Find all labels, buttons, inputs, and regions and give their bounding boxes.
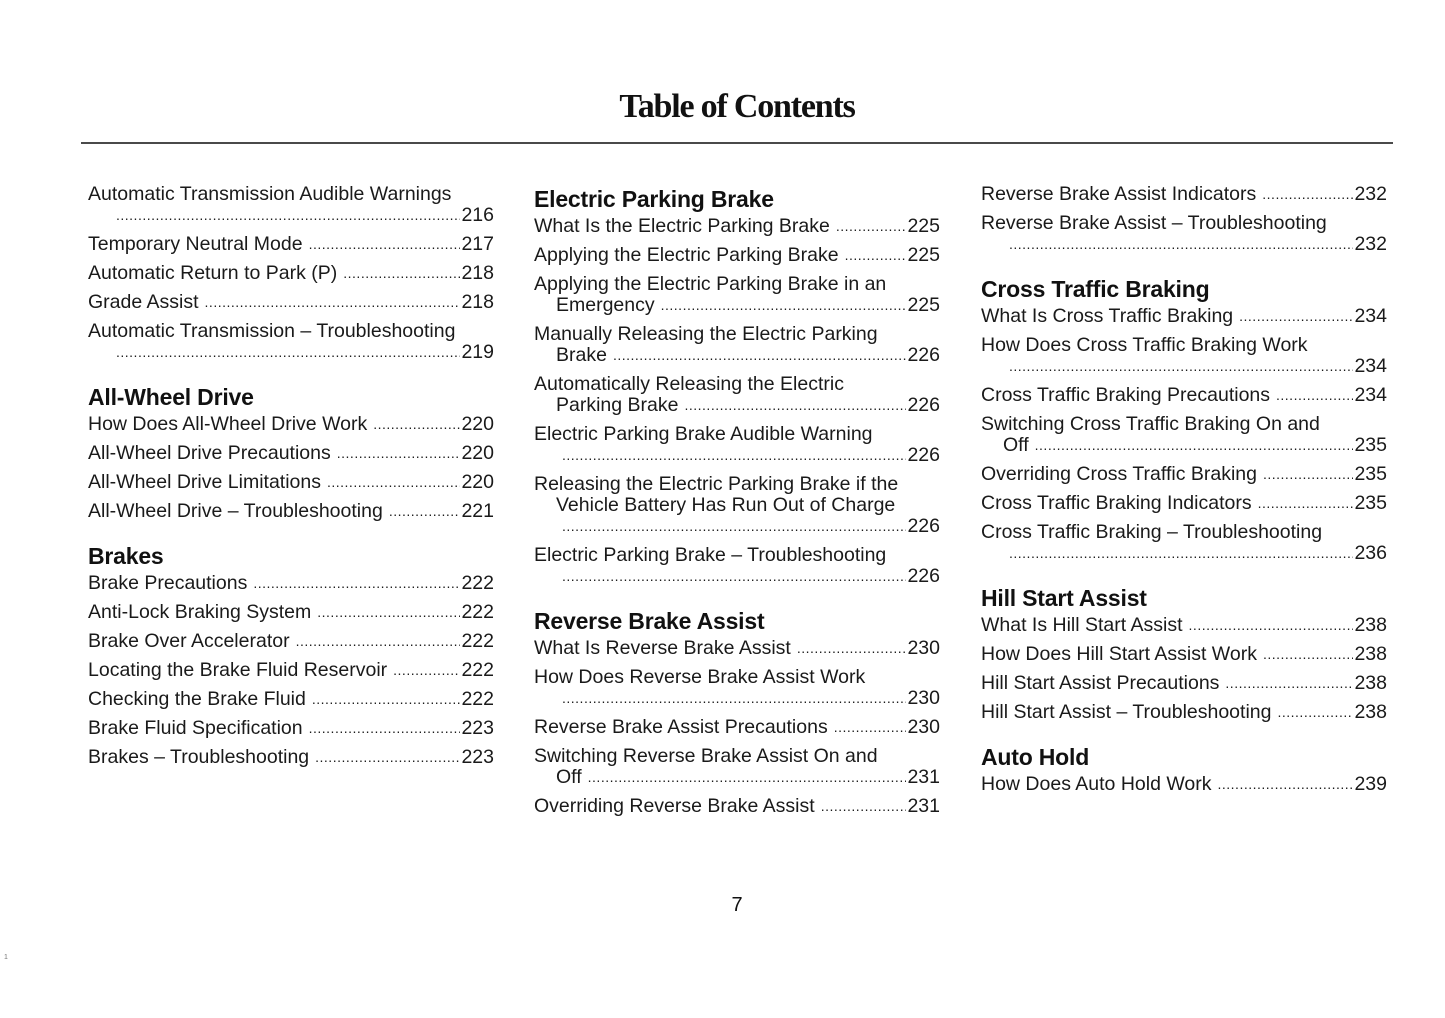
entry-page-number: 226 — [907, 565, 940, 587]
entry-label-continued: Vehicle Battery Has Run Out of Charge — [556, 494, 896, 516]
entry-row — [534, 216, 940, 237]
entry-page-number: 238 — [1354, 672, 1387, 694]
entry-label: Brake Precautions — [88, 572, 248, 594]
dot-leader — [205, 293, 461, 311]
dot-leader — [562, 517, 906, 535]
entry-label: Temporary Neutral Mode — [88, 233, 303, 255]
entry-row — [534, 566, 940, 587]
toc-entry[interactable] — [981, 702, 1387, 723]
entry-page-number: 218 — [461, 262, 494, 284]
entry-row — [88, 342, 494, 363]
entry-row — [534, 717, 940, 738]
entry-page-number: 217 — [461, 233, 494, 255]
dot-leader — [393, 661, 460, 679]
entry-row — [534, 345, 940, 366]
entry-row — [981, 306, 1387, 327]
entry-row — [88, 414, 494, 435]
entry-row — [981, 615, 1387, 636]
dot-leader — [684, 396, 906, 414]
toc-section — [981, 583, 1387, 723]
entry-label: All-Wheel Drive – Troubleshooting — [88, 500, 383, 522]
entry-row — [534, 796, 940, 817]
entry-page-number: 239 — [1354, 773, 1387, 795]
toc-entry[interactable] — [534, 474, 940, 537]
entry-page-number: 235 — [1354, 434, 1387, 456]
dot-leader — [588, 768, 907, 786]
entry-row — [88, 501, 494, 522]
toc-entry[interactable] — [981, 335, 1387, 377]
entry-label-continued: Parking Brake — [556, 394, 679, 416]
dot-leader — [1258, 494, 1354, 512]
entry-row — [981, 673, 1387, 694]
entry-page-number: 230 — [907, 687, 940, 709]
entry-page-number: 236 — [1354, 542, 1387, 564]
entry-row — [88, 472, 494, 493]
toc-entry[interactable] — [88, 234, 494, 255]
entry-label: Reverse Brake Assist Indicators — [981, 183, 1257, 205]
entry-label: Anti-Lock Braking System — [88, 601, 312, 623]
section-heading: Hill Start Assist — [981, 585, 1147, 611]
entry-label: Electric Parking Brake Audible Warning — [534, 423, 873, 445]
entry-row — [981, 435, 1387, 456]
dot-leader — [343, 264, 460, 282]
entry-page-number: 221 — [461, 500, 494, 522]
toc-entry[interactable] — [981, 306, 1387, 327]
dot-leader — [116, 206, 460, 224]
toc-entry[interactable] — [88, 602, 494, 623]
entry-row — [534, 688, 940, 709]
entry-page-number: 225 — [907, 215, 940, 237]
entry-page-number: 222 — [461, 688, 494, 710]
dot-leader — [797, 639, 907, 657]
dot-leader — [1276, 386, 1353, 404]
toc-entry[interactable] — [981, 774, 1387, 795]
entry-label: Checking the Brake Fluid — [88, 688, 306, 710]
entry-page-number: 218 — [461, 291, 494, 313]
entry-label: Applying the Electric Parking Brake in an — [534, 273, 887, 295]
toc-entry[interactable] — [981, 414, 1387, 456]
entry-row — [981, 702, 1387, 723]
toc-section — [981, 274, 1387, 564]
dot-leader — [1009, 235, 1353, 253]
toc-section — [88, 541, 494, 768]
page-number: 7 — [731, 894, 743, 916]
dot-leader — [562, 446, 906, 464]
entry-label: Releasing the Electric Parking Brake if the — [534, 473, 899, 495]
toc-entry[interactable] — [88, 184, 494, 226]
entry-page-number: 222 — [461, 659, 494, 681]
entry-label: What Is Hill Start Assist — [981, 614, 1183, 636]
entry-label: Reverse Brake Assist – Troubleshooting — [981, 212, 1327, 234]
toc-column-2 — [534, 184, 940, 836]
entry-label: Applying the Electric Parking Brake — [534, 244, 839, 266]
toc-entry[interactable] — [88, 573, 494, 594]
section-heading: Brakes — [88, 543, 164, 569]
dot-leader — [309, 719, 461, 737]
entry-label: Hill Start Assist Precautions — [981, 672, 1220, 694]
dot-leader — [373, 415, 460, 433]
dot-leader — [1189, 616, 1354, 634]
toc-entry[interactable] — [534, 245, 940, 266]
dot-leader — [1263, 645, 1354, 663]
entry-page-number: 232 — [1354, 183, 1387, 205]
toc-entry[interactable] — [88, 321, 494, 363]
entry-row — [534, 638, 940, 659]
dot-leader — [821, 797, 907, 815]
entry-label-continued: Emergency — [556, 294, 655, 316]
toc-entry[interactable] — [88, 472, 494, 493]
dot-leader — [1009, 544, 1353, 562]
toc-entry[interactable] — [981, 184, 1387, 205]
entry-label: Grade Assist — [88, 291, 199, 313]
dot-leader — [845, 246, 907, 264]
dot-leader — [309, 235, 461, 253]
section-heading: Electric Parking Brake — [534, 186, 774, 212]
toc-entry[interactable] — [981, 673, 1387, 694]
entry-row — [981, 234, 1387, 255]
entry-page-number: 220 — [461, 471, 494, 493]
dot-leader — [253, 574, 460, 592]
toc-entry[interactable] — [981, 615, 1387, 636]
dot-leader — [661, 296, 907, 314]
entry-page-number: 238 — [1354, 614, 1387, 636]
entry-row — [88, 573, 494, 594]
entry-row — [981, 356, 1387, 377]
toc-entry[interactable] — [88, 631, 494, 652]
entry-row — [534, 295, 940, 316]
toc-entry[interactable] — [981, 493, 1387, 514]
entry-label: How Does Cross Traffic Braking Work — [981, 334, 1308, 356]
dot-leader — [836, 217, 907, 235]
entry-row — [88, 689, 494, 710]
entry-page-number: 238 — [1354, 643, 1387, 665]
entry-label: Locating the Brake Fluid Reservoir — [88, 659, 388, 681]
entry-page-number: 226 — [907, 394, 940, 416]
dot-leader — [1035, 436, 1354, 454]
entry-label-continued: Brake — [556, 344, 607, 366]
entry-label: Overriding Reverse Brake Assist — [534, 795, 815, 817]
toc-section — [88, 382, 494, 522]
entry-page-number: 230 — [907, 716, 940, 738]
entry-row — [88, 660, 494, 681]
entry-page-number: 231 — [907, 766, 940, 788]
entry-page-number: 226 — [907, 515, 940, 537]
toc-section — [981, 184, 1387, 255]
entry-label: Brakes – Troubleshooting — [88, 746, 310, 768]
dot-leader — [562, 567, 906, 585]
entry-row — [88, 205, 494, 226]
entry-label: How Does All-Wheel Drive Work — [88, 413, 368, 435]
entry-label: Cross Traffic Braking Precautions — [981, 384, 1271, 406]
toc-section — [534, 184, 940, 587]
entry-row — [981, 543, 1387, 564]
toc-entry[interactable] — [534, 638, 940, 659]
title-divider — [81, 142, 1393, 144]
entry-label: Cross Traffic Braking – Troubleshooting — [981, 521, 1323, 543]
entry-label: How Does Reverse Brake Assist Work — [534, 666, 866, 688]
entry-page-number: 234 — [1354, 355, 1387, 377]
dot-leader — [834, 718, 907, 736]
entry-page-number: 222 — [461, 601, 494, 623]
entry-label: How Does Hill Start Assist Work — [981, 643, 1257, 665]
toc-entry[interactable] — [534, 545, 940, 587]
entry-label: How Does Auto Hold Work — [981, 773, 1212, 795]
entry-page-number: 226 — [907, 444, 940, 466]
entry-label-continued: Off — [1003, 434, 1029, 456]
entry-page-number: 223 — [461, 746, 494, 768]
entry-row — [534, 516, 940, 537]
toc-entry[interactable] — [981, 644, 1387, 665]
toc-column-1 — [88, 184, 494, 787]
entry-page-number: 222 — [461, 630, 494, 652]
toc-entry[interactable] — [981, 464, 1387, 485]
entry-row — [88, 718, 494, 739]
entry-label: All-Wheel Drive Limitations — [88, 471, 321, 493]
entry-row — [534, 245, 940, 266]
entry-row — [981, 493, 1387, 514]
entry-row — [88, 443, 494, 464]
dot-leader — [116, 343, 460, 361]
dot-leader — [1009, 357, 1353, 375]
toc-entry[interactable] — [88, 414, 494, 435]
entry-row — [88, 747, 494, 768]
corner-mark: 1 — [4, 954, 8, 961]
entry-label: Automatic Transmission Audible Warnings — [88, 183, 452, 205]
entry-page-number: 235 — [1354, 463, 1387, 485]
dot-leader — [1218, 775, 1354, 793]
entry-label: Switching Cross Traffic Braking On and — [981, 413, 1320, 435]
dot-leader — [337, 444, 461, 462]
entry-page-number: 220 — [461, 413, 494, 435]
entry-page-number: 225 — [907, 294, 940, 316]
toc-entry[interactable] — [534, 374, 940, 416]
toc-section — [534, 606, 940, 817]
entry-label: Reverse Brake Assist Precautions — [534, 716, 828, 738]
dot-leader — [1262, 185, 1353, 203]
entry-page-number: 230 — [907, 637, 940, 659]
entry-label: Automatic Transmission – Troubleshooting — [88, 320, 456, 342]
entry-label: Switching Reverse Brake Assist On and — [534, 745, 878, 767]
entry-page-number: 226 — [907, 344, 940, 366]
toc-entry[interactable] — [981, 522, 1387, 564]
section-heading: All-Wheel Drive — [88, 384, 254, 410]
toc-entry[interactable] — [88, 292, 494, 313]
dot-leader — [296, 632, 461, 650]
entry-page-number: 216 — [461, 204, 494, 226]
entry-row — [981, 774, 1387, 795]
entry-row — [981, 464, 1387, 485]
entry-row — [88, 263, 494, 284]
entry-label: What Is Cross Traffic Braking — [981, 305, 1234, 327]
entry-row — [88, 292, 494, 313]
entry-page-number: 235 — [1354, 492, 1387, 514]
toc-entry[interactable] — [534, 324, 940, 366]
toc-entry[interactable] — [88, 718, 494, 739]
dot-leader — [613, 346, 907, 364]
entry-label-continued: Off — [556, 766, 582, 788]
entry-page-number: 223 — [461, 717, 494, 739]
toc-entry[interactable] — [88, 263, 494, 284]
toc-entry[interactable] — [88, 747, 494, 768]
dot-leader — [317, 603, 460, 621]
entry-page-number: 220 — [461, 442, 494, 464]
toc-entry[interactable] — [534, 274, 940, 316]
dot-leader — [1277, 703, 1353, 721]
toc-entry[interactable] — [981, 385, 1387, 406]
entry-label: Automatic Return to Park (P) — [88, 262, 338, 284]
entry-page-number: 231 — [907, 795, 940, 817]
entry-row — [534, 395, 940, 416]
entry-label: All-Wheel Drive Precautions — [88, 442, 331, 464]
dot-leader — [315, 748, 460, 766]
dot-leader — [1225, 674, 1353, 692]
dot-leader — [1239, 307, 1353, 325]
entry-row — [88, 602, 494, 623]
entry-page-number: 219 — [461, 341, 494, 363]
dot-leader — [1263, 465, 1353, 483]
entry-page-number: 234 — [1354, 384, 1387, 406]
section-heading: Cross Traffic Braking — [981, 276, 1210, 302]
entry-label: Manually Releasing the Electric Parking — [534, 323, 878, 345]
toc-entry[interactable] — [88, 689, 494, 710]
toc-entry[interactable] — [88, 660, 494, 681]
entry-page-number: 225 — [907, 244, 940, 266]
toc-entry[interactable] — [88, 443, 494, 464]
entry-row — [88, 631, 494, 652]
toc-entry[interactable] — [981, 213, 1387, 255]
entry-page-number: 222 — [461, 572, 494, 594]
entry-page-number: 234 — [1354, 305, 1387, 327]
entry-row — [88, 234, 494, 255]
toc-entry[interactable] — [88, 501, 494, 522]
entry-row — [981, 385, 1387, 406]
entry-row — [981, 184, 1387, 205]
toc-entry[interactable] — [534, 717, 940, 738]
toc-entry[interactable] — [534, 796, 940, 817]
dot-leader — [562, 689, 906, 707]
entry-label: What Is the Electric Parking Brake — [534, 215, 830, 237]
entry-label: Hill Start Assist – Troubleshooting — [981, 701, 1272, 723]
toc-section — [981, 742, 1387, 795]
entry-page-number: 238 — [1354, 701, 1387, 723]
toc-entry[interactable] — [534, 667, 940, 709]
entry-label: What Is Reverse Brake Assist — [534, 637, 791, 659]
toc-entry[interactable] — [534, 216, 940, 237]
toc-column-3 — [981, 184, 1387, 814]
entry-label: Brake Fluid Specification — [88, 717, 303, 739]
toc-entry[interactable] — [534, 746, 940, 788]
entry-label: Cross Traffic Braking Indicators — [981, 492, 1252, 514]
entry-row — [534, 767, 940, 788]
entry-label: Brake Over Accelerator — [88, 630, 290, 652]
entry-row — [534, 445, 940, 466]
page-title: Table of Contents — [619, 88, 855, 125]
entry-row — [981, 644, 1387, 665]
dot-leader — [327, 473, 460, 491]
dot-leader — [389, 502, 461, 520]
entry-page-number: 232 — [1354, 233, 1387, 255]
entry-label: Automatically Releasing the Electric — [534, 373, 844, 395]
section-heading: Auto Hold — [981, 744, 1090, 770]
toc-entry[interactable] — [534, 424, 940, 466]
toc-section — [88, 184, 494, 363]
dot-leader — [312, 690, 461, 708]
entry-label: Overriding Cross Traffic Braking — [981, 463, 1257, 485]
section-heading: Reverse Brake Assist — [534, 608, 765, 634]
entry-label: Electric Parking Brake – Troubleshooting — [534, 544, 887, 566]
